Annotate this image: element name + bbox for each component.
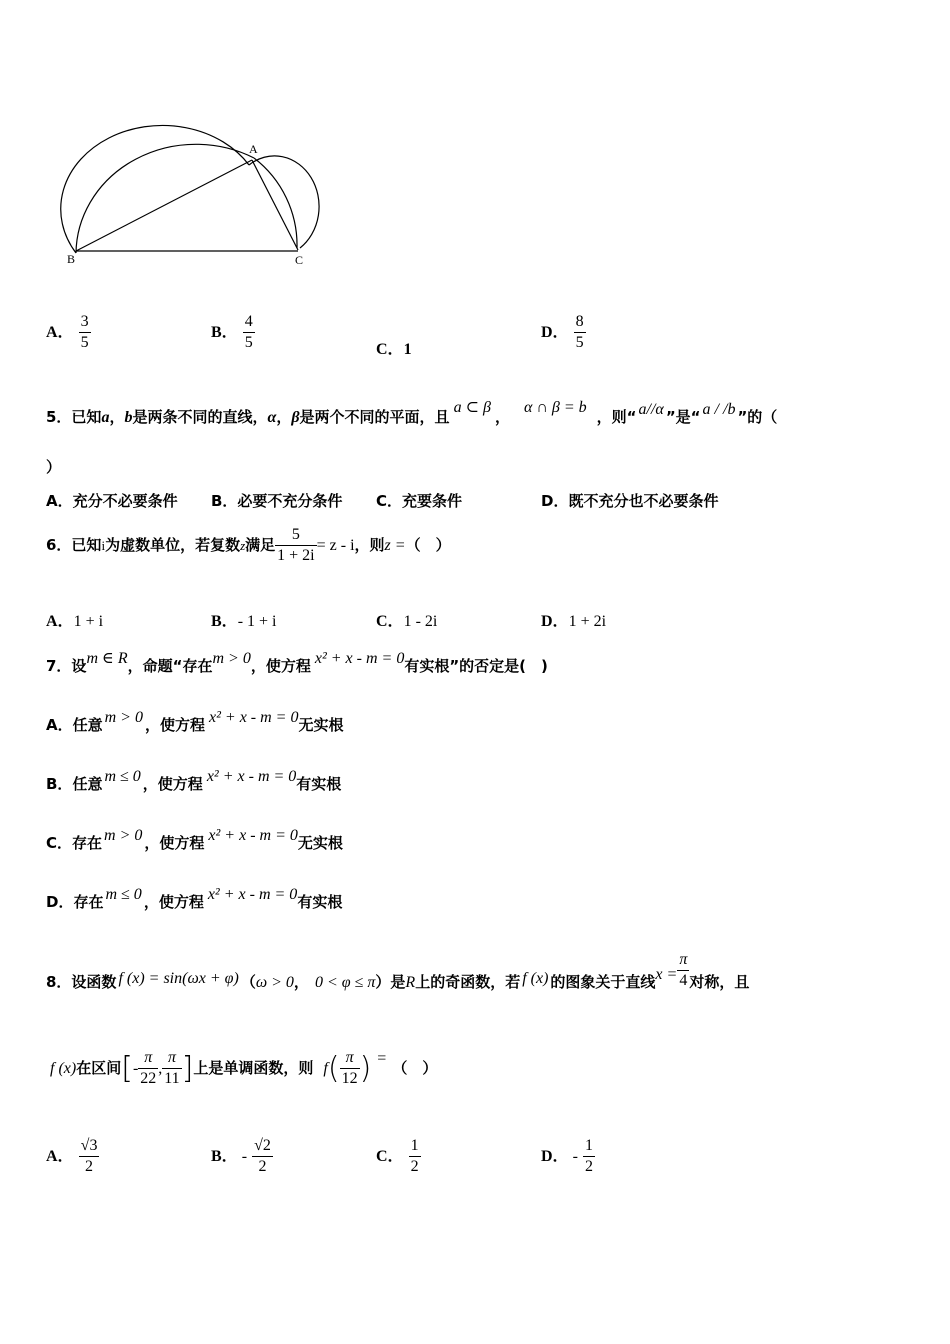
q5-option-b: B．必要不充分条件 bbox=[211, 492, 343, 510]
q5-close-paren: ） bbox=[46, 458, 62, 476]
q8-option-d: D． - $\frac{1}{2}$ bbox=[541, 1137, 593, 1175]
q6-option-b: B．- 1 + i bbox=[211, 613, 277, 630]
q4-option-c: C．1 bbox=[376, 341, 412, 358]
segment-BA bbox=[76, 160, 252, 251]
label-A: A bbox=[249, 142, 258, 156]
label-C: C bbox=[295, 253, 304, 267]
geometry-figure bbox=[55, 105, 335, 275]
q5-option-c: C．充要条件 bbox=[376, 492, 463, 510]
q8-stem-line1: 8．设函数 f (x) = sin(ωx + φ) （ω > 0， 0 < φ ≤ π）是R上的奇函数，若 f (x) 的图象关于直线x = $\frac{\pi}{4}$ 对称，且 bbox=[46, 951, 750, 991]
q5-stem: 5．已知a，b是两条不同的直线，α，β是两个不同的平面，且a ⊂ β，α ∩ β = b，则“ a//α ”是“ a / /b ”的（ bbox=[46, 399, 778, 426]
q7-option-c: C．存在 m > 0 ，使方程 x² + x - m = 0无实根 bbox=[46, 827, 343, 852]
small-arc bbox=[249, 156, 319, 248]
q8-option-b: B． - $\frac{√2}{2}$ bbox=[211, 1137, 271, 1175]
q6-option-c: C．1 - 2i bbox=[376, 613, 438, 630]
q4-option-b: B． $\frac{4}{5}$ bbox=[211, 313, 253, 351]
outer-arc bbox=[61, 125, 249, 253]
q5-option-d: D．既不充分也不必要条件 bbox=[541, 492, 719, 510]
q4-option-a: A． $\frac{3}{5}$ bbox=[46, 313, 89, 351]
q8-option-c: C． $\frac{1}{2}$ bbox=[376, 1137, 419, 1175]
q6-option-d: D．1 + 2i bbox=[541, 613, 607, 630]
q7-stem: 7．设m ∈ R，命题“存在m > 0，使方程 x² + x - m = 0有实根”的否定是( ) bbox=[46, 650, 548, 675]
q8-stem-line2: f (x)在区间[- $\frac{\pi}{22}$ , $\frac{\pi}{11}$ ]上是单调函数，则 f( $\frac{\pi}{12}$ ) =（ ） bbox=[50, 1049, 438, 1087]
q4-option-d: D． $\frac{8}{5}$ bbox=[541, 313, 584, 351]
q5-option-a: A．充分不必要条件 bbox=[46, 492, 178, 510]
q7-option-b: B．任意 m ≤ 0 ，使方程 x² + x - m = 0有实根 bbox=[46, 768, 342, 793]
label-B: B bbox=[67, 252, 76, 266]
segment-AC bbox=[252, 160, 298, 250]
q6-option-a: A．1 + i bbox=[46, 613, 104, 630]
q7-option-a: A．任意 m > 0 ，使方程 x² + x - m = 0无实根 bbox=[46, 709, 344, 734]
q8-option-a: A． $\frac{√3}{2}$ bbox=[46, 1137, 98, 1175]
q7-option-d: D．存在 m ≤ 0 ，使方程 x² + x - m = 0有实根 bbox=[46, 886, 343, 911]
q6-stem: 6．已知i为虚数单位，若复数z满足 $\frac{5}{1 + 2i}$ = z - i，则z =（ ） bbox=[46, 526, 451, 564]
